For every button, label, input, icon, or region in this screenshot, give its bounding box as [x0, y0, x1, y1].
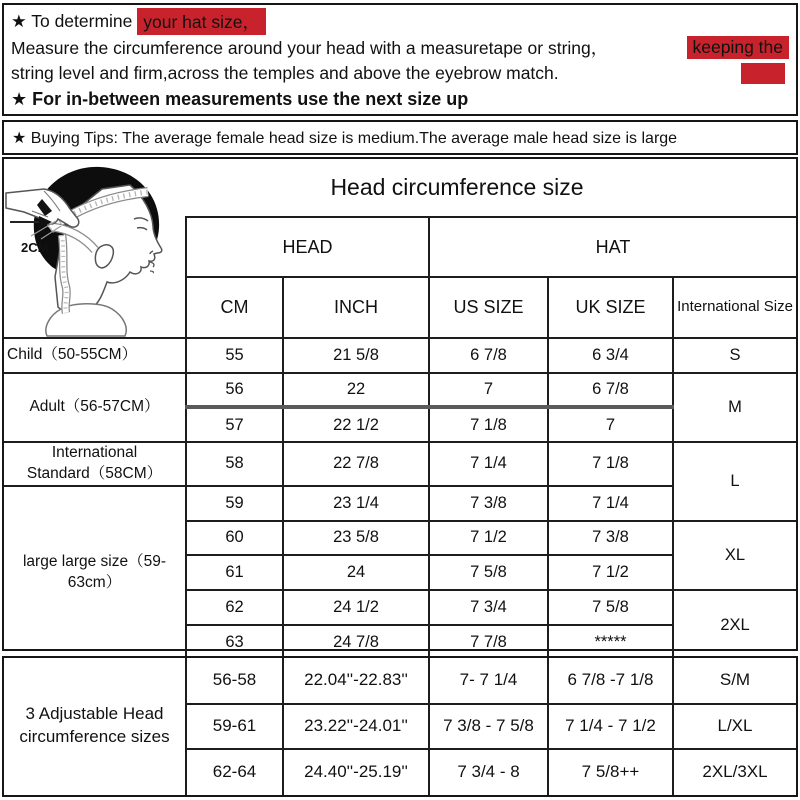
cm-cell: 57 — [186, 407, 283, 442]
intl-size-l: L — [673, 442, 796, 521]
inch-cell: 24 1/2 — [283, 590, 429, 625]
uk-cell: 7 1/4 — [548, 486, 673, 521]
intl-cell: S/M — [673, 658, 796, 704]
size-chart-box — [2, 157, 798, 651]
row-label-line: 63cm） — [67, 574, 122, 592]
us-cell: 7 — [429, 373, 548, 408]
row-label-adult: Adult（56-57CM） — [4, 373, 186, 442]
col-header-inch: INCH — [283, 277, 429, 338]
adjustable-sizes-box — [2, 656, 798, 797]
col-header-uk-size: UK SIZE — [548, 277, 673, 338]
inch-cell: 24 7/8 — [283, 625, 429, 660]
instruction-line-1-text: ★ To determine — [11, 10, 138, 31]
row-label-line: large large size（59- — [22, 553, 166, 571]
row-label-international-standard — [4, 442, 186, 486]
cm-cell: 58 — [186, 442, 283, 486]
highlight-your-hat-size: your hat size， — [137, 8, 266, 35]
uk-cell: 7 3/8 — [548, 521, 673, 556]
row-label-child: Child（50-55CM） — [4, 338, 186, 373]
col-header-us-size: US SIZE — [429, 277, 548, 338]
instruction-line-3 — [11, 60, 789, 86]
inch-cell: 22 — [283, 373, 429, 408]
cm-cell: 56-58 — [186, 658, 283, 704]
us-cell: 7 3/4 — [429, 590, 548, 625]
illustration-spacer-cell — [4, 217, 186, 338]
header-hat: HAT — [429, 217, 796, 277]
instruction-line-3-text: string level and firm,across the temples and above the eyebrow match. — [11, 62, 559, 83]
intl-size-2xl: 2XL — [673, 590, 796, 659]
us-cell: 7 5/8 — [429, 555, 548, 590]
us-cell: 7 3/4 - 8 — [429, 749, 548, 795]
cm-cell: 60 — [186, 521, 283, 556]
inch-cell: 22 7/8 — [283, 442, 429, 486]
row-label-line: International — [51, 444, 138, 462]
uk-cell: 7 5/8++ — [548, 749, 673, 795]
instruction-line-1 — [11, 8, 789, 34]
cm-cell: 63 — [186, 625, 283, 660]
inch-cell: 22 1/2 — [283, 407, 429, 442]
cm-cell: 62-64 — [186, 749, 283, 795]
instruction-line-4-text: ★ For in-between measurements use the next size up — [11, 88, 469, 109]
us-cell: 7 7/8 — [429, 625, 548, 660]
highlight-keeping-the: keeping the — [687, 36, 790, 59]
inch-cell: 23 1/4 — [283, 486, 429, 521]
uk-cell: 6 3/4 — [548, 338, 673, 373]
cm-cell: 59-61 — [186, 704, 283, 750]
uk-cell: 7 1/4 - 7 1/2 — [548, 704, 673, 750]
inch-cell: 22.04''-22.83'' — [283, 658, 429, 704]
row-label-large-size — [4, 486, 186, 659]
inch-cell: 24.40''-25.19'' — [283, 749, 429, 795]
intl-size-s: S — [673, 338, 796, 373]
row-label-line: Standard（58CM） — [26, 464, 163, 482]
us-cell: 7- 7 1/4 — [429, 658, 548, 704]
uk-cell: 6 7/8 -7 1/8 — [548, 658, 673, 704]
col-header-international-size: International Size — [673, 277, 796, 338]
adjustable-sizes-table — [4, 658, 796, 795]
instructions-box — [2, 3, 798, 116]
inch-cell: 24 — [283, 555, 429, 590]
uk-cell: ***** — [548, 625, 673, 660]
col-header-cm: CM — [186, 277, 283, 338]
us-cell: 7 1/4 — [429, 442, 548, 486]
instruction-line-2 — [11, 34, 789, 60]
size-table — [4, 216, 796, 659]
cm-cell: 56 — [186, 373, 283, 408]
cm-cell: 62 — [186, 590, 283, 625]
inch-cell: 21 5/8 — [283, 338, 429, 373]
uk-cell: 7 1/8 — [548, 442, 673, 486]
us-cell: 7 3/8 - 7 5/8 — [429, 704, 548, 750]
chart-title: Head circumference size — [330, 174, 584, 200]
intl-cell: L/XL — [673, 704, 796, 750]
label-2cm: 2CM — [21, 240, 49, 255]
header-head: HEAD — [186, 217, 429, 277]
buying-tips-text: ★ Buying Tips: The average female head size is medium.The average male head size is large — [12, 129, 678, 147]
uk-cell: 6 7/8 — [548, 373, 673, 408]
uk-cell: 7 5/8 — [548, 590, 673, 625]
us-cell: 7 1/8 — [429, 407, 548, 442]
us-cell: 7 3/8 — [429, 486, 548, 521]
inch-cell: 23 5/8 — [283, 521, 429, 556]
intl-size-xl: XL — [673, 521, 796, 590]
us-cell: 6 7/8 — [429, 338, 548, 373]
intl-cell: 2XL/3XL — [673, 749, 796, 795]
row-label-adjustable: 3 Adjustable Head circumference sizes — [4, 658, 186, 795]
red-highlight-block — [741, 63, 785, 84]
cm-cell: 59 — [186, 486, 283, 521]
cm-cell: 55 — [186, 338, 283, 373]
uk-cell: 7 1/2 — [548, 555, 673, 590]
buying-tips-box — [2, 120, 798, 155]
instruction-line-2-text: Measure the circumference around your head with a measuretape or string， — [11, 37, 609, 58]
uk-cell: 7 — [548, 407, 673, 442]
instruction-line-4 — [11, 86, 789, 112]
inch-cell: 23.22''-24.01'' — [283, 704, 429, 750]
us-cell: 7 1/2 — [429, 521, 548, 556]
cm-cell: 61 — [186, 555, 283, 590]
intl-size-m: M — [673, 373, 796, 442]
